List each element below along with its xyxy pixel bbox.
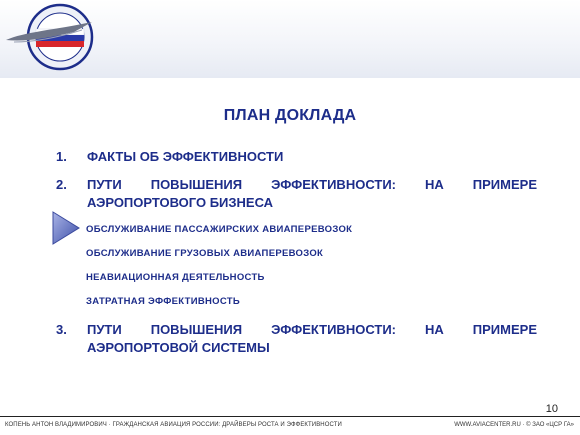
sub-item: НЕАВИАЦИОННАЯ ДЕЯТЕЛЬНОСТЬ [86,272,265,283]
item-text-line1: ПУТИ ПОВЫШЕНИЯ ЭФФЕКТИВНОСТИ: НА ПРИМЕРЕ [87,177,537,192]
footer-website: WWW.AVIACENTER.RU · © ЗАО «ЦСР ГА» [454,422,574,428]
item-text: ФАКТЫ ОБ ЭФФЕКТИВНОСТИ [87,149,284,164]
item-text-line2: АЭРОПОРТОВОГО БИЗНЕСА [87,195,274,210]
item-number: 1. [56,149,67,164]
slide-title: ПЛАН ДОКЛАДА [223,107,357,124]
sub-item: ОБСЛУЖИВАНИЕ ПАССАЖИРСКИХ АВИАПЕРЕВОЗОК [86,224,353,235]
emblem-icon [4,2,96,72]
footer-divider [0,416,580,417]
item-number: 3. [56,322,67,337]
sub-item: ОБСЛУЖИВАНИЕ ГРУЗОВЫХ АВИАПЕРЕВОЗОК [86,248,324,259]
sub-item: ЗАТРАТНАЯ ЭФФЕКТИВНОСТЬ [86,296,241,307]
page-number: 10 [545,403,558,415]
item-number: 2. [56,177,67,192]
triangle-pointer-icon [52,211,80,245]
item-text-line2: АЭРОПОРТОВОЙ СИСТЕМЫ [87,340,270,355]
footer-author: КОПЕНЬ АНТОН ВЛАДИМИРОВИЧ · ГРАЖДАНСКАЯ АВИАЦИЯ РОССИИ: ДРАЙВЕРЫ РОСТА И ЭФФЕКТИВНОСТИ [5,422,342,428]
item-text-line1: ПУТИ ПОВЫШЕНИЯ ЭФФЕКТИВНОСТИ: НА ПРИМЕРЕ [87,322,537,337]
